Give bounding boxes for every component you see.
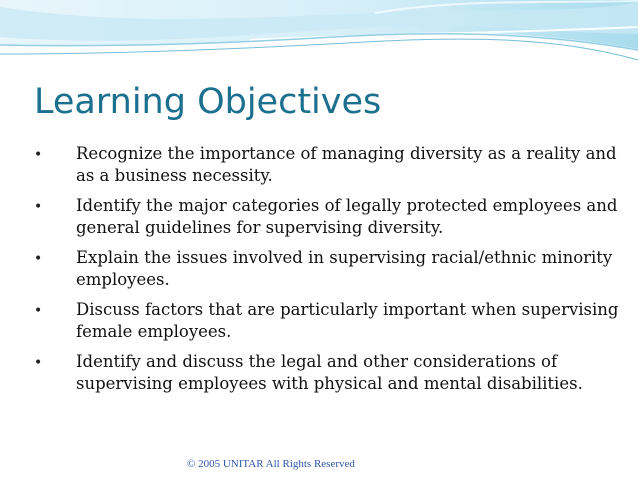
list-item — [34, 247, 619, 291]
objective-text: Identify and discuss the legal and other considerations of supervising employees with physical and mental disabilities. — [76, 352, 583, 393]
bullet-icon: • — [34, 199, 43, 215]
objective-text: Identify the major categories of legally protected employees and general guidelines for supervising diversity. — [76, 196, 618, 237]
objective-text: Discuss factors that are particularly important when supervising female employees. — [76, 300, 619, 341]
bullet-icon: • — [34, 355, 43, 371]
list-item — [34, 351, 619, 395]
list-item — [34, 143, 619, 187]
wave-banner-icon — [0, 0, 638, 70]
copyright-footer: © 2005 UNITAR All Rights Reserved — [187, 458, 355, 470]
bullet-icon: • — [34, 303, 43, 319]
objective-text: Explain the issues involved in supervising racial/ethnic minority employees. — [76, 248, 613, 289]
list-item — [34, 195, 619, 239]
bullet-icon: • — [34, 147, 43, 163]
learning-objectives-list — [34, 143, 619, 403]
bullet-icon: • — [34, 251, 43, 267]
list-item — [34, 299, 619, 343]
slide-title: Learning Objectives — [34, 82, 382, 122]
objective-text: Recognize the importance of managing diversity as a reality and as a business necessity. — [76, 144, 617, 185]
